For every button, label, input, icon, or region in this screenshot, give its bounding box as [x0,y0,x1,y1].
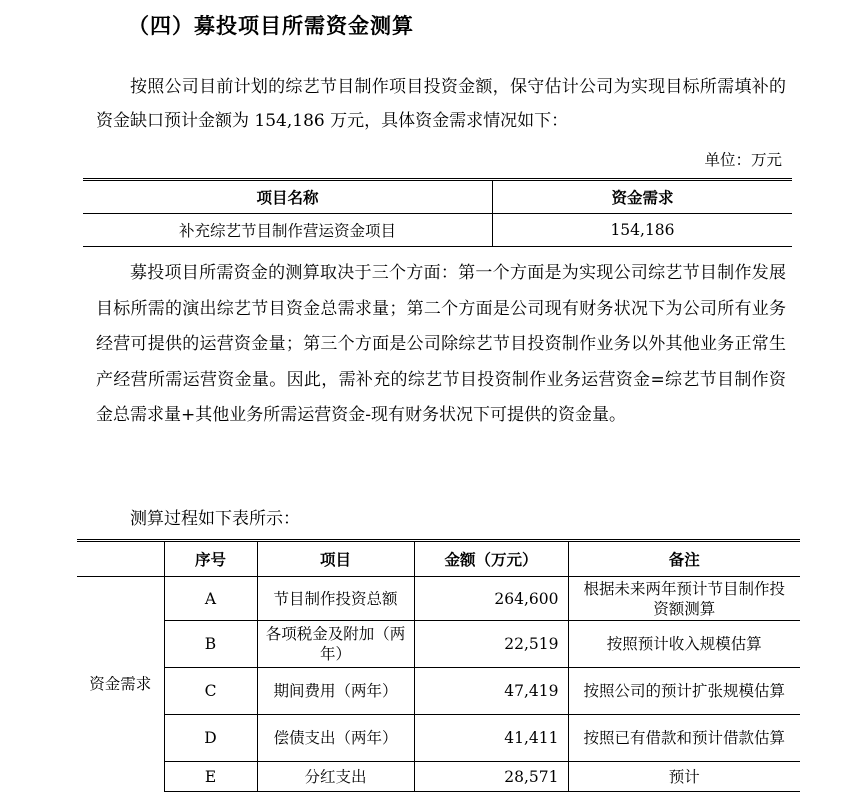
item-cell: 各项税金及附加（两年） [257,621,414,668]
seq-cell: D [164,715,257,762]
table-header-row [83,180,792,214]
seq-cell: E [164,762,257,792]
note-cell: 按照公司的预计扩张规模估算 [568,668,800,715]
col-header-amount: 金额（万元） [414,541,568,577]
amount-cell: 47,419 [414,668,568,715]
amount-cell: 41,411 [414,715,568,762]
table-row [77,762,800,792]
calc-intro-text: 测算过程如下表所示： [130,509,300,529]
table-row [77,621,800,668]
col-header-funding-need: 资金需求 [493,180,793,214]
item-cell: 节目制作投资总额 [257,577,414,621]
table-row [77,715,800,762]
calculation-table [77,539,800,792]
category-cell: 资金需求 [89,675,152,694]
note-cell: 按照已有借款和预计借款估算 [568,715,800,762]
methodology-paragraph: 募投项目所需资金的测算取决于三个方面：第一个方面是为实现公司综艺节目制作发展目标所需的演出综艺节目资金总需求量；第二个方面是公司现有财务状况下为公司所有业务经营可提供的运营资金量；第三个方面是公司除综艺节目投资制作业务以外其他业务正常生产经营所需运营资金量。因此，需补充的综艺节目投资制作业务运营资金=综艺节目制作资金总需求量+其他业务所需运营资金-现有财务状况下可提供的资金量。 [96,263,786,425]
seq-cell: A [164,577,257,621]
table-row [83,214,792,247]
note-cell: 按照预计收入规模估算 [568,621,800,668]
amount-cell: 28,571 [414,762,568,792]
section-heading: （四）募投项目所需资金测算 [128,14,414,38]
col-header-project-name: 项目名称 [83,180,493,214]
seq-cell: B [164,621,257,668]
amount-cell: 22,519 [414,621,568,668]
table-row [77,668,800,715]
funding-summary-table [83,178,792,247]
table-header-row [77,541,800,577]
col-header-category [77,541,164,577]
note-cell: 预计 [568,762,800,792]
table-row [77,577,800,621]
item-cell: 期间费用（两年） [257,668,414,715]
col-header-seq: 序号 [164,541,257,577]
intro-paragraph: 按照公司目前计划的综艺节目制作项目投资金额，保守估计公司为实现目标所需填补的资金缺口预计金额为 154,186 万元，具体资金需求情况如下： [96,77,786,131]
col-header-note: 备注 [568,541,800,577]
amount-cell: 264,600 [414,577,568,621]
col-header-item: 项目 [257,541,414,577]
unit-label: 单位：万元 [704,151,782,169]
item-cell: 分红支出 [257,762,414,792]
item-cell: 偿债支出（两年） [257,715,414,762]
seq-cell: C [164,668,257,715]
note-cell: 根据未来两年预计节目制作投资额测算 [568,577,800,621]
project-name-cell: 补充综艺节目制作营运资金项目 [83,214,493,247]
funding-amount-cell: 154,186 [610,221,675,239]
